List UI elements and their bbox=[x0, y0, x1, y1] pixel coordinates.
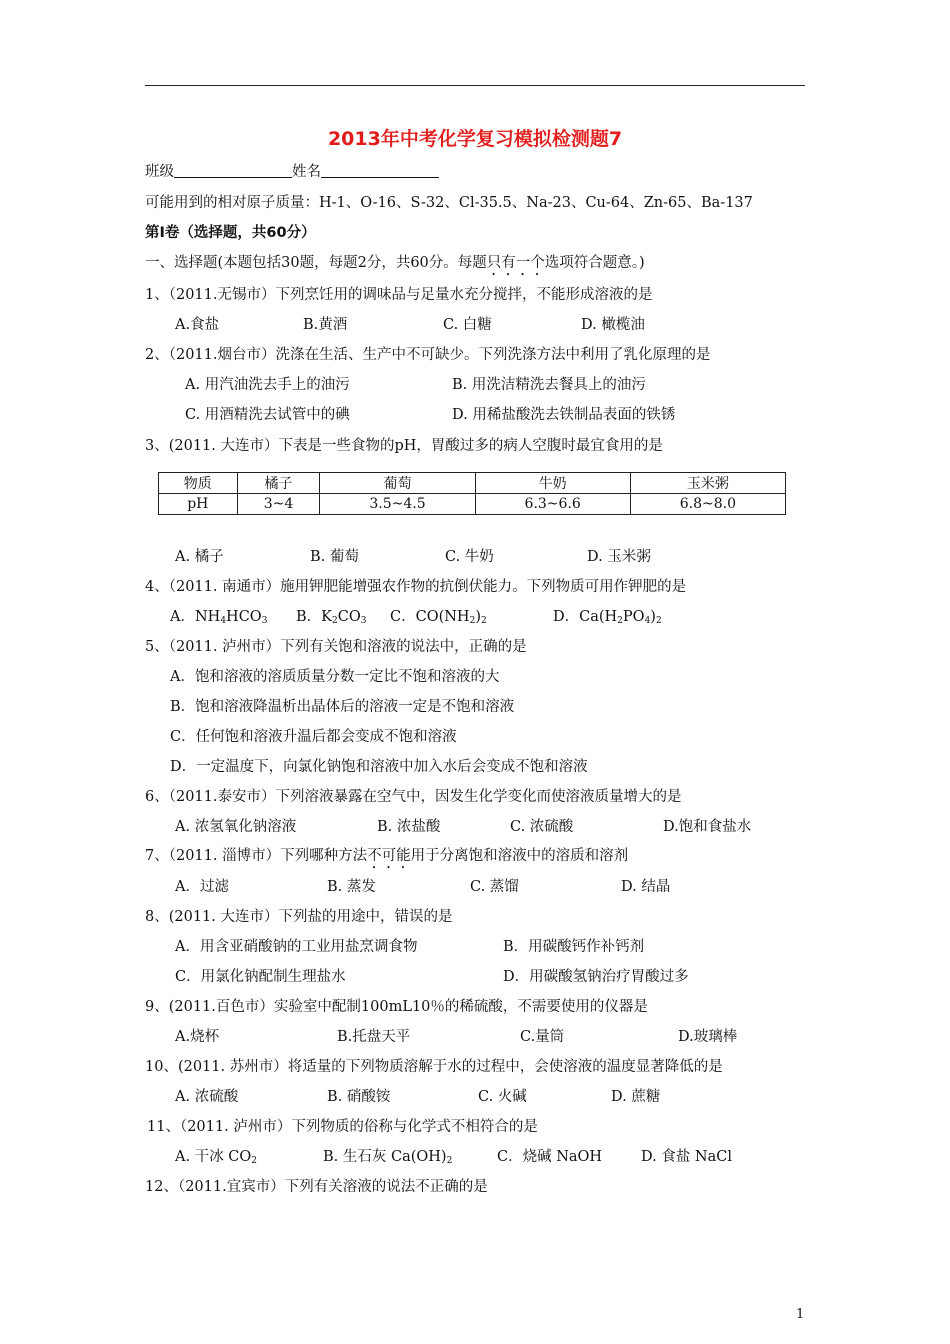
table-cell: pH bbox=[159, 494, 238, 515]
table-cell: 6.8~8.0 bbox=[630, 494, 785, 515]
table-header-cell: 橘子 bbox=[237, 473, 320, 494]
q7-stem-part-c: 用于分离饱和溶液中的溶质和溶剂 bbox=[410, 848, 629, 864]
q5-option-d[interactable]: D．一定温度下，向氯化钠饱和溶液中加入水后会变成不饱和溶液 bbox=[170, 759, 588, 775]
student-info-line bbox=[145, 162, 439, 182]
q1-option-c[interactable]: C. 白糖 bbox=[443, 317, 492, 333]
q3-option-a[interactable]: A. 橘子 bbox=[175, 549, 224, 565]
q9-option-a[interactable]: A.烧杯 bbox=[175, 1029, 220, 1045]
instruction-part-a: 一、选择题(本题包括30题，每题2分，共60分。每题 bbox=[145, 255, 487, 271]
subscript: 2 bbox=[469, 616, 476, 626]
formula-text: A. 干冰 CO bbox=[175, 1149, 252, 1165]
formula-text: D．Ca(H bbox=[553, 609, 618, 625]
subscript: 2 bbox=[655, 616, 662, 626]
q2-option-b[interactable]: B. 用洗洁精洗去餐具上的油污 bbox=[452, 377, 646, 393]
q1-option-d[interactable]: D. 橄榄油 bbox=[581, 317, 645, 333]
q3-stem: 3、(2011. 大连市）下表是一些食物的pH，胃酸过多的病人空腹时最宜食用的是 bbox=[145, 438, 663, 454]
q11-option-c[interactable]: C．烧碱 NaOH bbox=[497, 1149, 603, 1165]
q4-option-b[interactable] bbox=[296, 607, 366, 631]
formula-text: A．NH bbox=[170, 609, 221, 625]
formula-text: C．CO(NH bbox=[390, 609, 470, 625]
q11-option-b[interactable] bbox=[323, 1147, 452, 1171]
q1-stem: 1、（2011.无锡市）下列烹饪用的调味品与足量水充分搅拌，不能形成溶液的是 bbox=[145, 287, 653, 303]
q4-stem: 4、（2011. 南通市）施用钾肥能增强农作物的抗倒伏能力。下列物质可用作钾肥的是 bbox=[145, 579, 687, 595]
q4-option-c[interactable] bbox=[390, 607, 487, 631]
q9-stem: 9、(2011.百色市）实验室中配制100mL10％的稀硫酸，不需要使用的仪器是 bbox=[145, 999, 648, 1015]
q6-option-b[interactable]: B. 浓盐酸 bbox=[377, 819, 441, 835]
q12-stem: 12、（2011.宜宾市）下列有关溶液的说法不正确的是 bbox=[145, 1179, 488, 1195]
q1-option-a[interactable]: A.食盐 bbox=[175, 317, 220, 333]
q2-option-c[interactable]: C. 用酒精洗去试管中的碘 bbox=[185, 407, 350, 423]
q6-option-a[interactable]: A. 浓氢氧化钠溶液 bbox=[175, 819, 297, 835]
q7-option-b[interactable]: B. 蒸发 bbox=[327, 879, 376, 895]
subscript: 2 bbox=[617, 616, 623, 626]
subscript: 2 bbox=[446, 1156, 453, 1166]
q9-option-c[interactable]: C.量筒 bbox=[520, 1029, 565, 1045]
subscript: 2 bbox=[332, 616, 338, 626]
q8-option-c[interactable]: C．用氯化钠配制生理盐水 bbox=[175, 969, 346, 985]
q11-option-a[interactable] bbox=[175, 1147, 257, 1171]
q7-option-c[interactable]: C. 蒸馏 bbox=[470, 879, 519, 895]
q10-option-d[interactable]: D. 蔗糖 bbox=[611, 1089, 661, 1105]
q6-option-d[interactable]: D.饱和食盐水 bbox=[663, 819, 752, 835]
q10-stem: 10、(2011. 苏州市）将适量的下列物质溶解于水的过程中，会使溶液的温度显著降低的是 bbox=[145, 1059, 723, 1075]
ph-table bbox=[158, 472, 786, 515]
q2-option-d[interactable]: D. 用稀盐酸洗去铁制品表面的铁锈 bbox=[452, 407, 676, 423]
q10-option-b[interactable]: B. 硝酸铵 bbox=[327, 1089, 391, 1105]
q11-option-d[interactable]: D. 食盐 NaCl bbox=[641, 1149, 733, 1165]
instruction-emphasis: 只有一个 bbox=[486, 255, 545, 271]
class-blank[interactable] bbox=[174, 163, 292, 178]
subscript: 4 bbox=[644, 616, 651, 626]
formula-text: PO bbox=[622, 609, 645, 625]
subscript: 3 bbox=[261, 616, 268, 626]
name-blank[interactable] bbox=[321, 163, 439, 178]
table-row bbox=[159, 473, 786, 494]
q3-option-d[interactable]: D. 玉米粥 bbox=[587, 549, 651, 565]
instruction bbox=[145, 253, 645, 279]
formula-text: HCO bbox=[226, 609, 262, 625]
formula-text: CO bbox=[337, 609, 361, 625]
page-number: 1 bbox=[796, 1307, 805, 1322]
table-header-cell: 玉米粥 bbox=[630, 473, 785, 494]
name-label: 姓名 bbox=[292, 164, 321, 180]
formula-text: ) bbox=[475, 609, 481, 625]
class-label: 班级 bbox=[145, 164, 174, 180]
subscript: 2 bbox=[251, 1156, 258, 1166]
q3-option-b[interactable]: B. 葡萄 bbox=[310, 549, 359, 565]
q7-stem-part-a: 7、（2011. 淄博市）下列哪种方法 bbox=[145, 848, 368, 864]
q11-stem: 11、（2011. 泸州市）下列物质的俗称与化学式不相符合的是 bbox=[147, 1119, 538, 1135]
subscript: 2 bbox=[480, 616, 487, 626]
q9-option-b[interactable]: B.托盘天平 bbox=[337, 1029, 411, 1045]
formula-text: ) bbox=[650, 609, 656, 625]
subscript: 4 bbox=[220, 616, 227, 626]
q5-option-c[interactable]: C．任何饱和溶液升温后都会变成不饱和溶液 bbox=[170, 729, 457, 745]
atomic-mass-note: 可能用到的相对原子质量：H-1、O-16、S-32、Cl-35.5、Na-23、Cu-64、Zn-65、Ba-137 bbox=[145, 195, 753, 211]
table-header-cell: 葡萄 bbox=[320, 473, 475, 494]
q5-stem: 5、（2011. 泸州市）下列有关饱和溶液的说法中，正确的是 bbox=[145, 639, 527, 655]
formula-text: B. 生石灰 Ca(OH) bbox=[323, 1149, 447, 1165]
formula-text: B．K bbox=[296, 609, 332, 625]
q5-option-b[interactable]: B．饱和溶液降温析出晶体后的溶液一定是不饱和溶液 bbox=[170, 699, 515, 715]
table-row bbox=[159, 494, 786, 515]
q4-option-a[interactable] bbox=[170, 607, 267, 631]
q10-option-c[interactable]: C. 火碱 bbox=[478, 1089, 527, 1105]
q2-option-a[interactable]: A. 用汽油洗去手上的油污 bbox=[185, 377, 350, 393]
section-heading: 第Ⅰ卷（选择题，共60分） bbox=[145, 225, 316, 241]
q8-stem: 8、(2011. 大连市）下列盐的用途中，错误的是 bbox=[145, 909, 453, 925]
q6-option-c[interactable]: C. 浓硫酸 bbox=[510, 819, 574, 835]
table-cell: 3.5~4.5 bbox=[320, 494, 475, 515]
q8-option-a[interactable]: A．用含亚硝酸钠的工业用盐烹调食物 bbox=[175, 939, 418, 955]
table-cell: 3~4 bbox=[237, 494, 320, 515]
table-cell: 6.3~6.6 bbox=[475, 494, 630, 515]
q7-option-d[interactable]: D. 结晶 bbox=[621, 879, 671, 895]
subscript: 3 bbox=[360, 616, 367, 626]
q3-option-c[interactable]: C. 牛奶 bbox=[445, 549, 494, 565]
q8-option-d[interactable]: D．用碳酸氢钠治疗胃酸过多 bbox=[503, 969, 689, 985]
q2-stem: 2、（2011.烟台市）洗涤在生活、生产中不可缺少。下列洗涤方法中利用了乳化原理的是 bbox=[145, 347, 711, 363]
page-title: 2013年中考化学复习模拟检测题7 bbox=[327, 128, 623, 150]
instruction-part-c: 选项符合题意。) bbox=[544, 255, 645, 271]
q4-option-d[interactable] bbox=[553, 607, 662, 631]
q5-option-a[interactable]: A．饱和溶液的溶质质量分数一定比不饱和溶液的大 bbox=[170, 669, 500, 685]
q9-option-d[interactable]: D.玻璃棒 bbox=[678, 1029, 738, 1045]
q7-option-a[interactable]: A．过滤 bbox=[175, 879, 229, 895]
table-header-cell: 牛奶 bbox=[475, 473, 630, 494]
q8-option-b[interactable]: B．用碳酸钙作补钙剂 bbox=[503, 939, 645, 955]
q6-stem: 6、（2011.泰安市）下列溶液暴露在空气中，因发生化学变化而使溶液质量增大的是 bbox=[145, 789, 682, 805]
q7-stem-emphasis: 不可能 bbox=[367, 848, 411, 864]
table-header-cell: 物质 bbox=[159, 473, 238, 494]
q10-option-a[interactable]: A. 浓硫酸 bbox=[175, 1089, 239, 1105]
q7-stem bbox=[145, 846, 628, 872]
top-rule bbox=[145, 85, 805, 86]
q1-option-b[interactable]: B.黄酒 bbox=[303, 317, 348, 333]
